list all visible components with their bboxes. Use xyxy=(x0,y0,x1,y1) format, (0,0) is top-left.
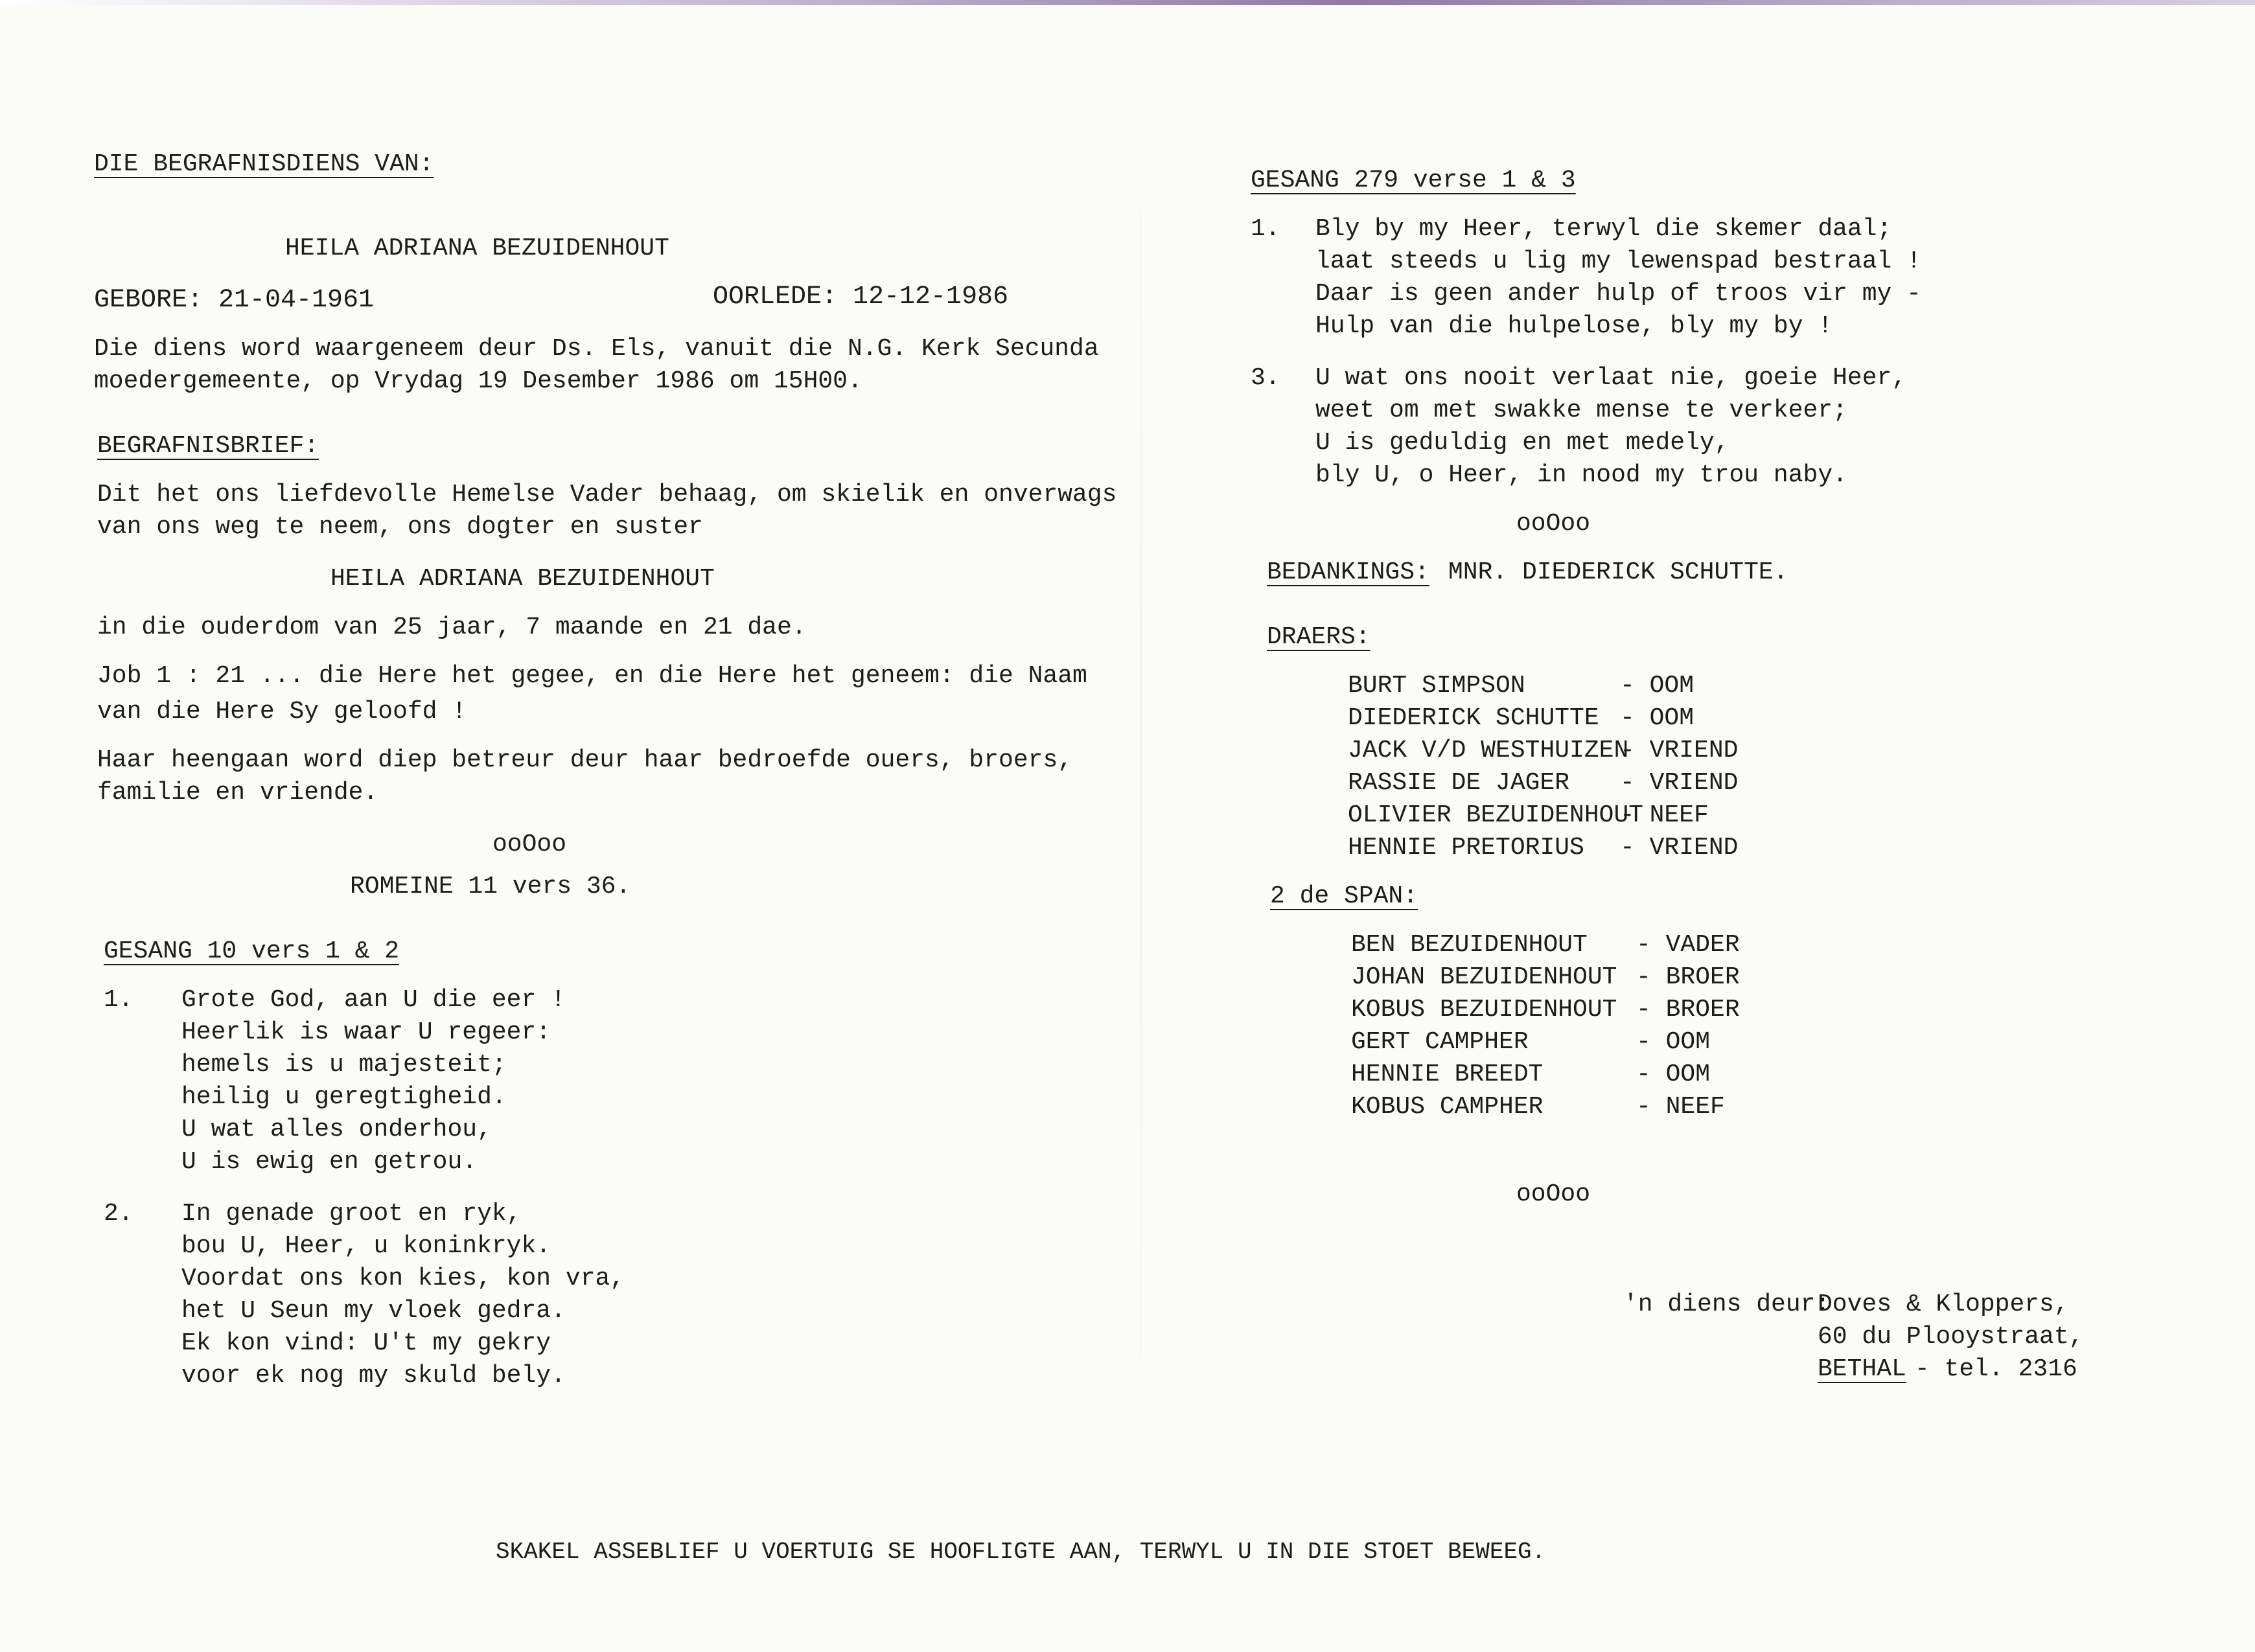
undertaker-town: BETHAL xyxy=(1818,1355,1906,1383)
second-span-heading: 2 de SPAN: xyxy=(1270,882,1418,910)
verse-line: Ek kon vind: U't my gekry xyxy=(181,1329,551,1357)
bearer-name: RASSIE DE JAGER xyxy=(1348,769,1570,797)
span-name: KOBUS CAMPHER xyxy=(1351,1093,1544,1121)
verse-line: Voordat ons kon kies, kon vra, xyxy=(181,1265,625,1292)
mourned-line-1: Haar heengaan word diep betreur deur haar bedroefde ouers, broers, xyxy=(97,746,1073,774)
mourned-line-2: familie en vriende. xyxy=(97,779,378,807)
bearer-name: BURT SIMPSON xyxy=(1348,672,1525,700)
span-role: - OOM xyxy=(1636,1061,1711,1088)
service-line-1: Die diens word waargeneem deur Ds. Els, vanuit die N.G. Kerk Secunda xyxy=(94,335,1099,363)
verse-line: Grote God, aan U die eer ! xyxy=(181,986,566,1014)
verse-number: 3. xyxy=(1251,364,1280,392)
deceased-name: HEILA ADRIANA BEZUIDENHOUT xyxy=(285,235,669,262)
verse-line: het U Seun my vloek gedra. xyxy=(181,1297,566,1325)
verse-line: U wat ons nooit verlaat nie, goeie Heer, xyxy=(1315,364,1907,392)
page-fold xyxy=(1140,71,1142,1497)
letter-heading: BEGRAFNISBRIEF: xyxy=(97,432,319,460)
separator: ooOoo xyxy=(1516,1180,1591,1208)
bearer-name: OLIVIER BEZUIDENHOUT xyxy=(1348,801,1644,829)
verse-line: hemels is u majesteit; xyxy=(181,1051,507,1079)
undertaker-tel: - tel. 2316 xyxy=(1915,1355,2077,1383)
verse-line: Bly by my Heer, terwyl die skemer daal; xyxy=(1315,215,1892,243)
bearer-name: HENNIE PRETORIUS xyxy=(1348,834,1584,862)
letter-line-2: van ons weg te neem, ons dogter en suster xyxy=(97,513,703,541)
letter-line-1: Dit het ons liefdevolle Hemelse Vader behaag, om skielik en onverwags xyxy=(97,481,1117,509)
age-line: in die ouderdom van 25 jaar, 7 maande en 21 dae. xyxy=(97,614,807,641)
span-role: - BROER xyxy=(1636,996,1740,1024)
verse-line: U is geduldig en met medely, xyxy=(1315,429,1729,457)
verse-number: 1. xyxy=(104,986,133,1014)
verse-line: laat steeds u lig my lewenspad bestraal ! xyxy=(1315,247,1921,275)
bearer-role: - VRIEND xyxy=(1620,769,1739,797)
span-role: - OOM xyxy=(1636,1028,1711,1056)
verse-line: heilig u geregtigheid. xyxy=(181,1083,507,1111)
top-edge-strip xyxy=(0,0,2255,5)
separator: ooOoo xyxy=(492,831,567,858)
verse-line: In genade groot en ryk, xyxy=(181,1200,522,1228)
hymn-heading-left: GESANG 10 vers 1 & 2 xyxy=(104,937,400,965)
bearer-role: - VRIEND xyxy=(1620,737,1739,764)
job-line-1: Job 1 : 21 ... die Here het gegee, en die Here het geneem: die Naam xyxy=(97,662,1087,690)
hymn-heading-right: GESANG 279 verse 1 & 3 xyxy=(1251,166,1576,194)
verse-number: 1. xyxy=(1251,215,1280,243)
span-name: KOBUS BEZUIDENHOUT xyxy=(1351,996,1617,1024)
verse-line: bou U, Heer, u koninkryk. xyxy=(181,1232,551,1260)
verse-line: U is ewig en getrou. xyxy=(181,1148,478,1176)
span-name: JOHAN BEZUIDENHOUT xyxy=(1351,963,1617,991)
thanks-label: BEDANKINGS: xyxy=(1267,558,1429,586)
verse-line: Heerlik is waar U regeer: xyxy=(181,1018,551,1046)
span-role: - VADER xyxy=(1636,931,1740,959)
verse-line: bly U, o Heer, in nood my trou naby. xyxy=(1315,461,1847,489)
verse-line: U wat alles onderhou, xyxy=(181,1116,492,1143)
bearer-name: DIEDERICK SCHUTTE xyxy=(1348,704,1599,732)
bearer-role: - VRIEND xyxy=(1620,834,1739,862)
bearer-name: JACK V/D WESTHUIZEN xyxy=(1348,737,1629,764)
thanks-value: MNR. DIEDERICK SCHUTTE. xyxy=(1448,558,1788,586)
verse-line: voor ek nog my skuld bely. xyxy=(181,1362,566,1390)
service-heading: DIE BEGRAFNISDIENS VAN: xyxy=(94,150,434,178)
span-role: - NEEF xyxy=(1636,1093,1725,1121)
scripture-reading: ROMEINE 11 vers 36. xyxy=(350,873,631,901)
span-role: - BROER xyxy=(1636,963,1740,991)
bearer-role: - OOM xyxy=(1620,704,1694,732)
verse-line: Daar is geen ander hulp of troos vir my - xyxy=(1315,280,1921,308)
footer-notice: SKAKEL ASSEBLIEF U VOERTUIG SE HOOFLIGTE AAN, TERWYL U IN DIE STOET BEWEEG. xyxy=(496,1539,1546,1565)
separator: ooOoo xyxy=(1516,510,1591,538)
span-name: BEN BEZUIDENHOUT xyxy=(1351,931,1588,959)
death-date: OORLEDE: 12-12-1986 xyxy=(713,282,1009,312)
undertaker-line: 60 du Plooystraat, xyxy=(1818,1323,2084,1351)
verse-number: 2. xyxy=(104,1200,133,1228)
job-line-2: van die Here Sy geloofd ! xyxy=(97,698,467,726)
bearers-heading: DRAERS: xyxy=(1267,623,1370,651)
letter-name: HEILA ADRIANA BEZUIDENHOUT xyxy=(330,565,715,593)
service-by-label: 'n diens deur: xyxy=(1623,1291,1831,1318)
span-name: HENNIE BREEDT xyxy=(1351,1061,1544,1088)
birth-date: GEBORE: 21-04-1961 xyxy=(94,286,375,315)
verse-line: weet om met swakke mense te verkeer; xyxy=(1315,396,1847,424)
bearer-role: - NEEF xyxy=(1620,801,1709,829)
bearer-role: - OOM xyxy=(1620,672,1694,700)
verse-line: Hulp van die hulpelose, bly my by ! xyxy=(1315,312,1833,340)
undertaker-line: Doves & Kloppers, xyxy=(1818,1291,2069,1318)
span-name: GERT CAMPHER xyxy=(1351,1028,1529,1056)
service-line-2: moedergemeente, op Vrydag 19 Desember 1986 om 15H00. xyxy=(94,367,862,395)
